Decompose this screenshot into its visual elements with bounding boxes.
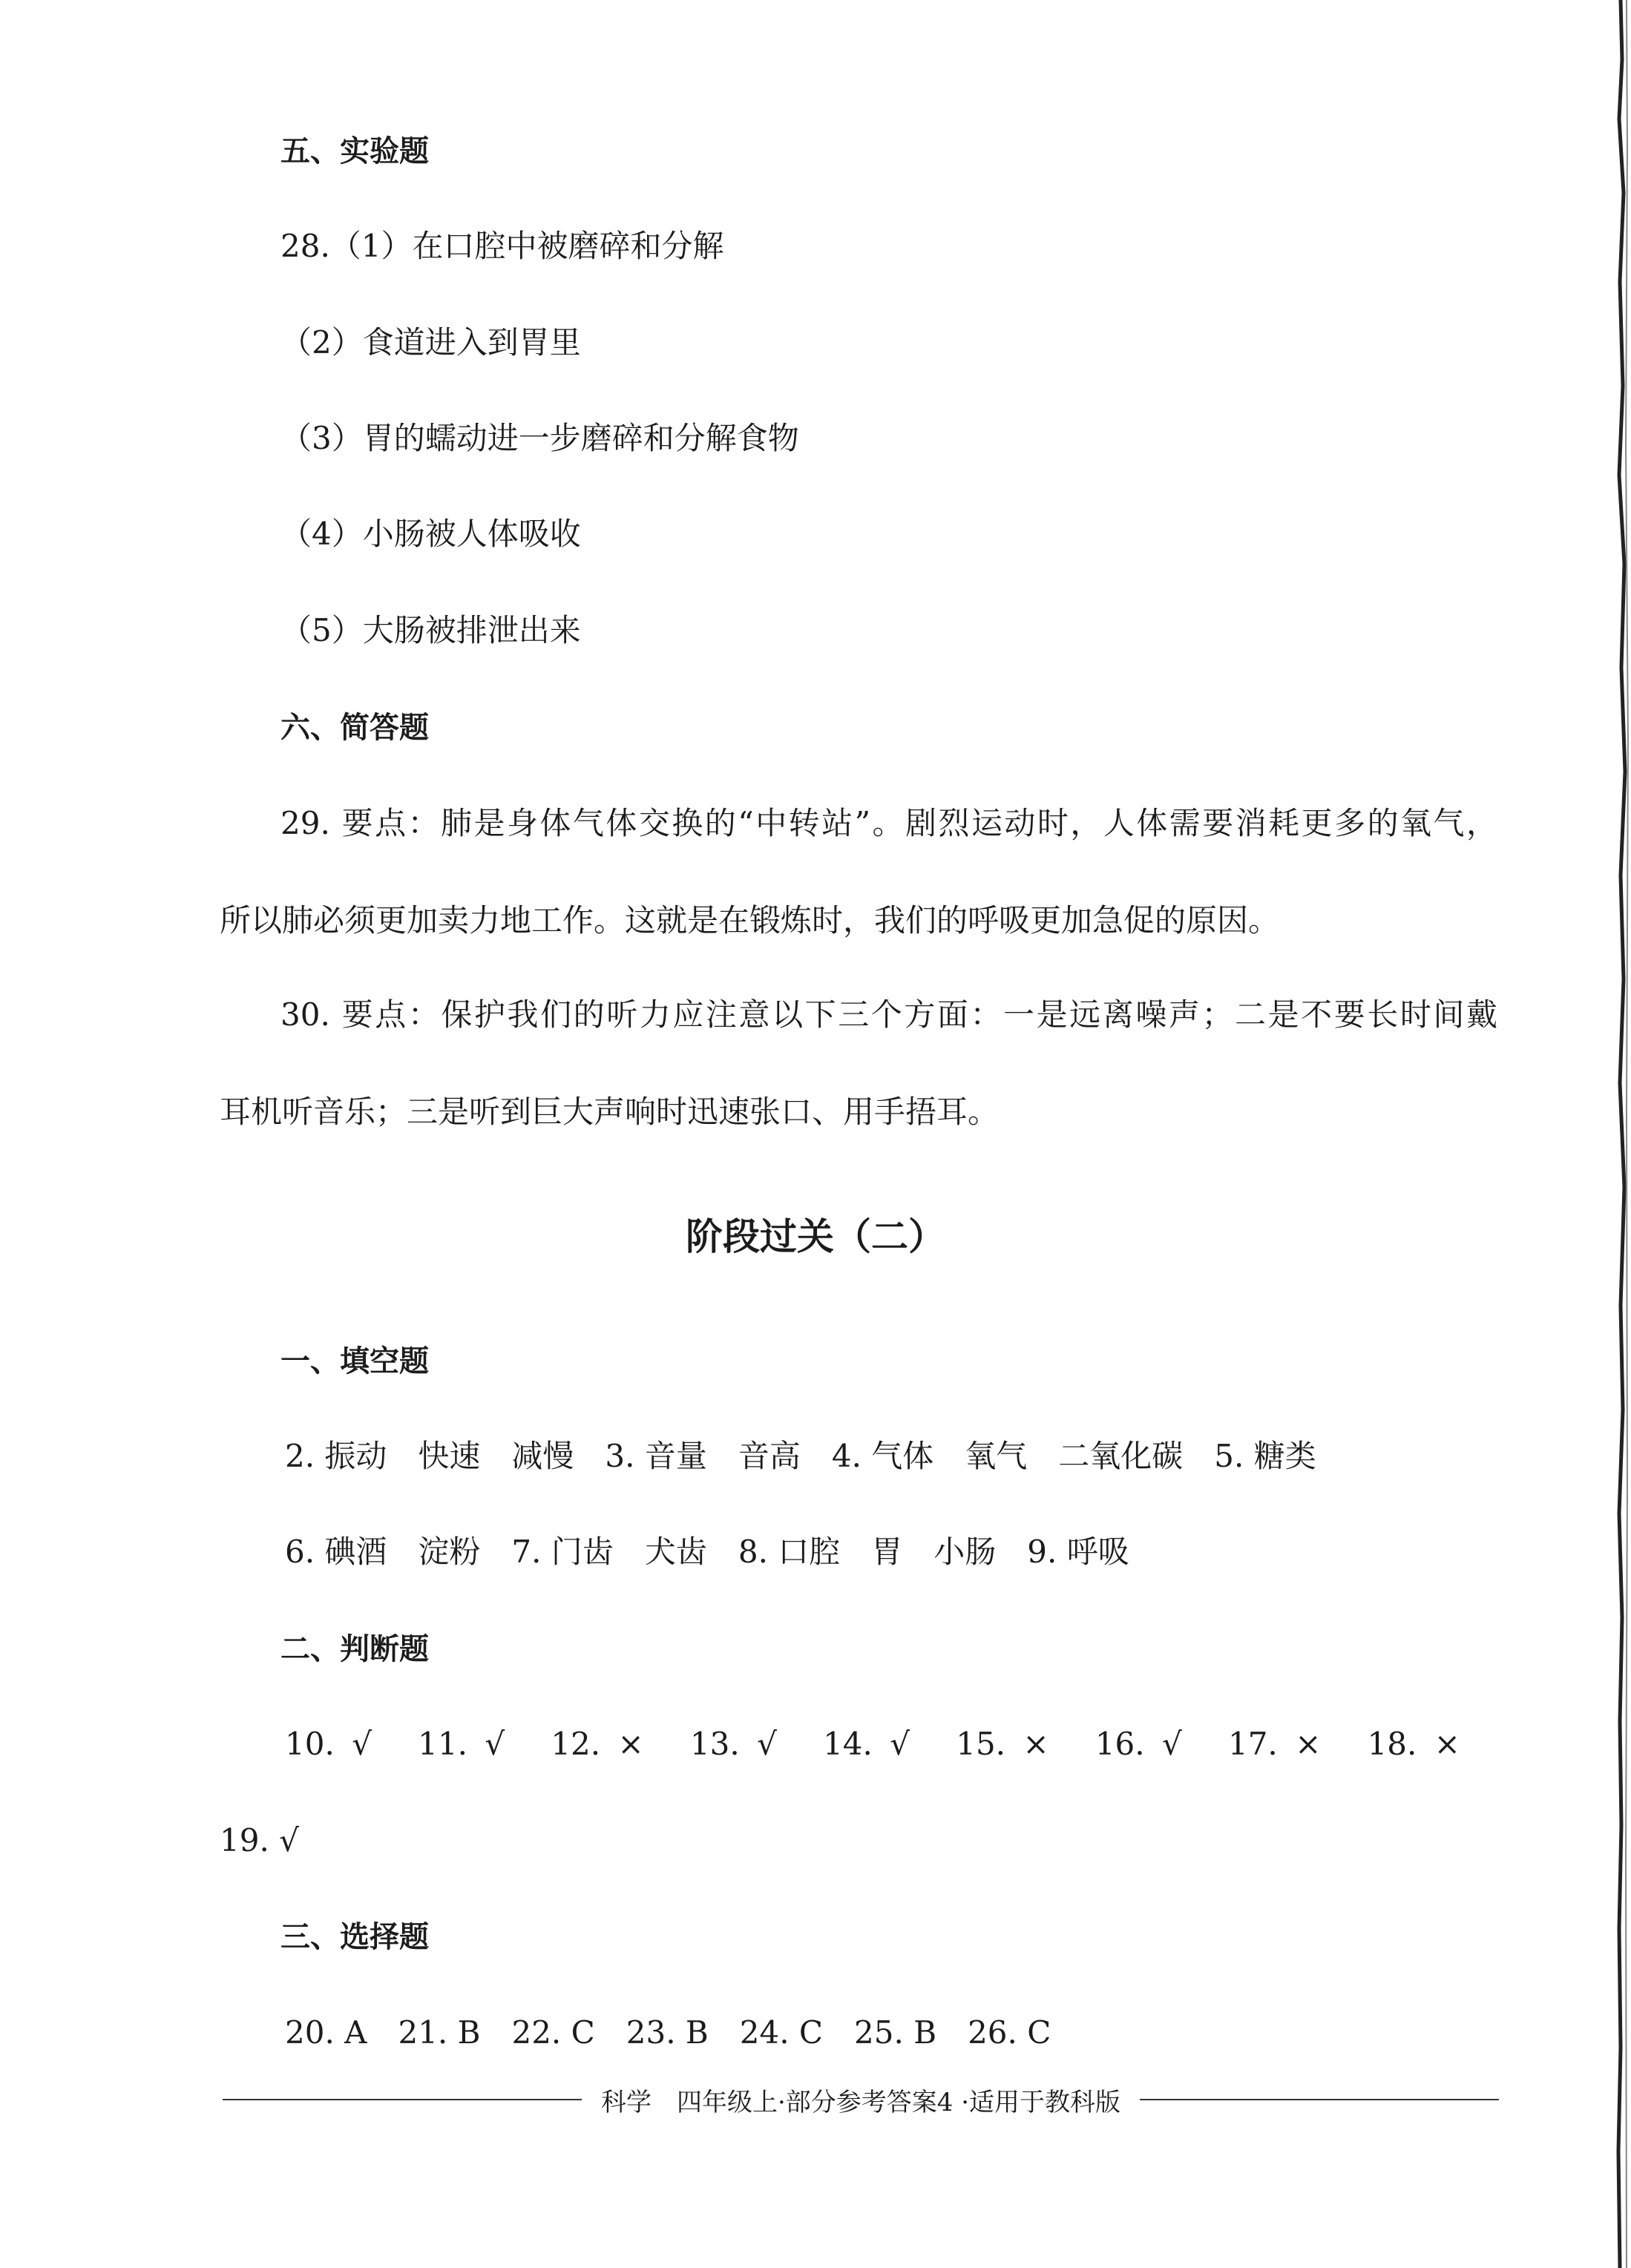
answer-29-line-2: 所以肺必须更加卖力地工作。这就是在锻炼时，我们的呼吸更加急促的原因。	[220, 902, 1280, 939]
footer-rule-right	[1140, 2099, 1499, 2100]
scan-edge-shadow	[1606, 0, 1631, 2268]
fill-blank-line-1: 2. 振动 快速 减慢 3. 音量 音高 4. 气体 氧气 二氧化碳 5. 糖类	[285, 1438, 1316, 1474]
judge-line-2: 19. √	[220, 1822, 299, 1858]
answer-30-line-2: 耳机听音乐；三是听到巨大声响时迅速张口、用手捂耳。	[220, 1094, 1000, 1130]
footer-rule-left	[223, 2099, 582, 2100]
answer-28-3: （3）胃的蠕动进一步磨碎和分解食物	[280, 420, 799, 456]
judge-line-1: 10. √ 11. √ 12. × 13. √ 14. √ 15. × 16. √ 17. × 18. ×	[285, 1726, 1460, 1762]
section-5-heading: 五、实验题	[280, 134, 429, 168]
answer-28-5: （5）大肠被排泄出来	[280, 612, 581, 648]
answer-28-4: （4）小肠被人体吸收	[280, 516, 581, 552]
fill-blank-line-2: 6. 碘酒 淀粉 7. 门齿 犬齿 8. 口腔 胃 小肠 9. 呼吸	[285, 1534, 1129, 1570]
stage-2-title: 阶段过关（二）	[686, 1215, 945, 1258]
page-footer	[223, 2079, 1499, 2120]
answer-29-line-1: 29. 要点：肺是身体气体交换的“中转站”。剧烈运动时，人体需要消耗更多的氧气，	[280, 805, 1497, 841]
answer-30-line-1: 30. 要点：保护我们的听力应注意以下三个方面：一是远离噪声；二是不要长时间戴	[280, 996, 1497, 1033]
answer-28-1: 28.（1）在口腔中被磨碎和分解	[280, 228, 724, 264]
section-6-heading: 六、简答题	[280, 711, 429, 745]
judge-heading: 二、判断题	[280, 1632, 429, 1666]
footer-text: 科学 四年级上·部分参考答案4 ·适用于教科版	[600, 2087, 1121, 2117]
fill-blank-heading: 一、填空题	[280, 1344, 429, 1378]
answer-28-2: （2）食道进入到胃里	[280, 324, 581, 361]
choice-heading: 三、选择题	[280, 1920, 429, 1954]
choice-line-1: 20. A 21. B 22. C 23. B 24. C 25. B 26. C	[285, 2014, 1051, 2051]
